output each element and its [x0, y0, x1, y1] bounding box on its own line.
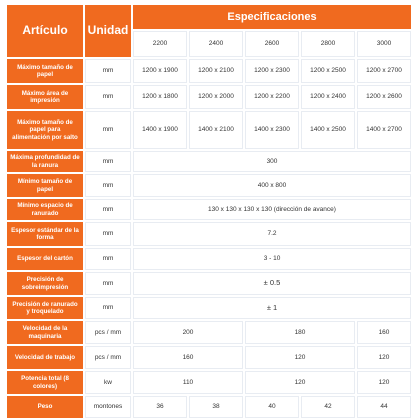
row-unit: mm: [85, 151, 131, 172]
row-value: ± 0.5: [133, 272, 411, 295]
row-value: 1400 x 1900: [133, 111, 187, 149]
header-especificaciones: Especificaciones: [133, 5, 411, 29]
model-header: 2200: [133, 31, 187, 57]
row-label: Máximo tamaño de papel para alimentación por salto: [7, 111, 83, 149]
row-value: 120: [245, 346, 355, 369]
row-label: Espesor estándar de la forma: [7, 222, 83, 246]
row-unit: mm: [85, 248, 131, 270]
row-value: 110: [133, 371, 243, 394]
row-label: Peso: [7, 396, 83, 418]
row-value: 160: [357, 321, 411, 344]
row-label: Precisión de ranurado y troquelado: [7, 297, 83, 319]
row-unit: mm: [85, 297, 131, 319]
row-value: 3 - 10: [133, 248, 411, 270]
row-unit: mm: [85, 199, 131, 220]
row-value: 42: [301, 396, 355, 418]
row-label: Mínimo tamaño de papel: [7, 174, 83, 197]
row-value: 1400 x 2100: [189, 111, 243, 149]
row-label: Máxima profundidad de la ranura: [7, 151, 83, 172]
row-unit: pcs / mm: [85, 321, 131, 344]
row-label: Velocidad de la maquinaria: [7, 321, 83, 344]
row-value: 7.2: [133, 222, 411, 246]
row-unit: mm: [85, 222, 131, 246]
row-value: 1400 x 2700: [357, 111, 411, 149]
row-value: 120: [357, 371, 411, 394]
row-value: 300: [133, 151, 411, 172]
header-unidad: Unidad: [85, 5, 131, 57]
row-unit: mm: [85, 111, 131, 149]
row-value: 1200 x 2700: [357, 59, 411, 83]
row-value: 130 x 130 x 130 x 130 (dirección de avance): [133, 199, 411, 220]
model-header: 3000: [357, 31, 411, 57]
row-value: 40: [245, 396, 299, 418]
row-value: 1200 x 1800: [133, 85, 187, 109]
row-value: 1200 x 2600: [357, 85, 411, 109]
row-label: Máximo área de impresión: [7, 85, 83, 109]
row-value: 1200 x 2200: [245, 85, 299, 109]
row-value: 1400 x 2500: [301, 111, 355, 149]
row-value: 1400 x 2300: [245, 111, 299, 149]
model-header: 2600: [245, 31, 299, 57]
row-unit: montones: [85, 396, 131, 418]
row-value: 1200 x 2500: [301, 59, 355, 83]
row-value: 44: [357, 396, 411, 418]
row-label: Máximo tamaño de papel: [7, 59, 83, 83]
row-value: 1200 x 2100: [189, 59, 243, 83]
model-header: 2400: [189, 31, 243, 57]
model-header: 2800: [301, 31, 355, 57]
row-label: Velocidad de trabajo: [7, 346, 83, 369]
row-value: 1200 x 2000: [189, 85, 243, 109]
row-value: 160: [133, 346, 243, 369]
specifications-table: [6, 4, 414, 419]
row-value: 120: [357, 346, 411, 369]
row-value: ± 1: [133, 297, 411, 319]
row-label: Potencia total (8 colores): [7, 371, 83, 394]
row-value: 38: [189, 396, 243, 418]
row-unit: pcs / mm: [85, 346, 131, 369]
row-value: 120: [245, 371, 355, 394]
row-value: 200: [133, 321, 243, 344]
row-label: Mínimo espacio de ranurado: [7, 199, 83, 220]
row-value: 400 x 800: [133, 174, 411, 197]
row-unit: mm: [85, 272, 131, 295]
row-value: 1200 x 2300: [245, 59, 299, 83]
row-unit: mm: [85, 59, 131, 83]
row-value: 1200 x 2400: [301, 85, 355, 109]
row-unit: kw: [85, 371, 131, 394]
header-articulo: Artículo: [7, 5, 83, 57]
row-label: Precisión de sobreimpresión: [7, 272, 83, 295]
row-unit: mm: [85, 174, 131, 197]
row-label: Espesor del cartón: [7, 248, 83, 270]
row-value: 180: [245, 321, 355, 344]
row-unit: mm: [85, 85, 131, 109]
row-value: 1200 x 1900: [133, 59, 187, 83]
row-value: 36: [133, 396, 187, 418]
